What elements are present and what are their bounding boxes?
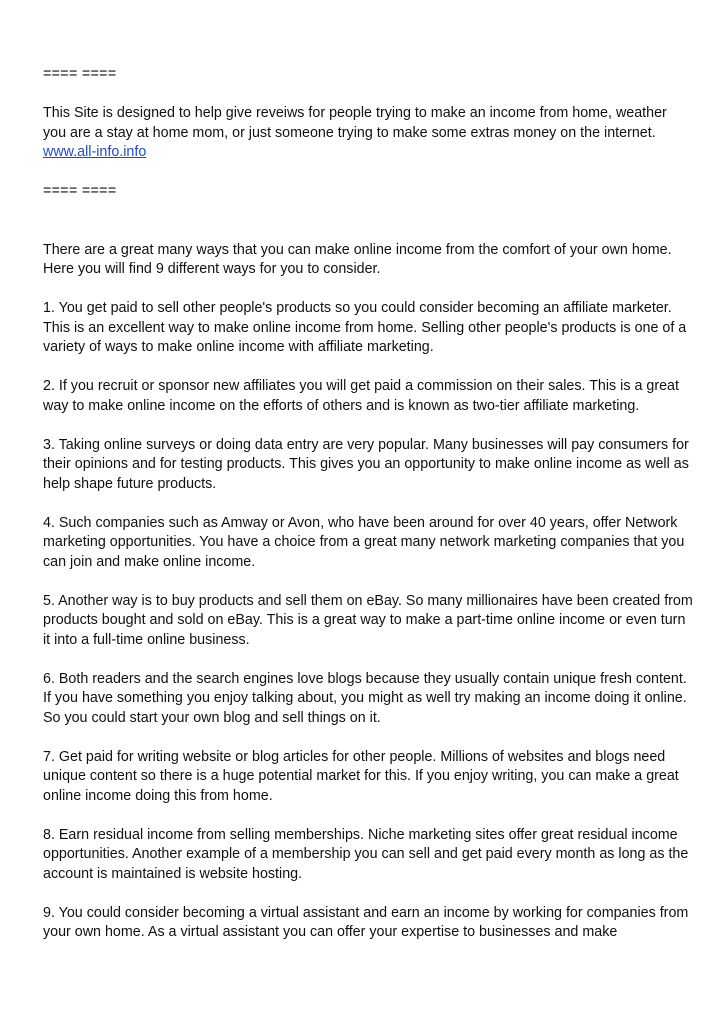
list-item: 9. You could consider becoming a virtual assistant and earn an income by working for companies from your own home. As a virtual assistant you can offer your expertise to businesses and make [43, 904, 689, 940]
list-item: 8. Earn residual income from selling memberships. Niche marketing sites offer great residual income opportunities. Another example of a membership you can sell and get paid every month as long as the account is maintained is website hosting. [43, 826, 689, 882]
list-item: 4. Such companies such as Amway or Avon, who have been around for over 40 years, offer Network marketing opportunities. You have a choice from a great many network marketing companies that you can join and make online income. [43, 514, 685, 570]
site-link[interactable]: www.all-info.info [43, 144, 147, 160]
intro-text: This Site is designed to help give reveiws for people trying to make an income from home, weather you are a stay at home mom, or just someone trying to make some extras money on the internet. [43, 105, 667, 141]
article-lead: There are a great many ways that you can make online income from the comfort of your own home. Here you will find 9 different ways for you to consider. [43, 241, 672, 277]
list-item: 3. Taking online surveys or doing data entry are very popular. Many businesses will pay consumers for their opinions and for testing products. This gives you an opportunity to make online income as well as help shape future products. [43, 436, 689, 492]
list-item: 7. Get paid for writing website or blog articles for other people. Millions of websites and blogs need unique content so there is a huge potential market for this. If you enjoy writing, you can make a great online income doing this from home. [43, 748, 679, 804]
separator-top: ==== ==== [43, 66, 117, 82]
document-page [43, 65, 693, 943]
spacer [43, 202, 693, 241]
spacer [43, 85, 693, 105]
list-item: 5. Another way is to buy products and sell them on eBay. So many millionaires have been created from products bought and sold on eBay. This is a great way to make a part-time online income or even turn it into a full-time online business. [43, 592, 693, 648]
spacer [43, 163, 693, 183]
separator-bottom: ==== ==== [43, 183, 117, 199]
list-item: 2. If you recruit or sponsor new affiliates you will get paid a commission on their sales. This is a great way to make online income on the efforts of others and is known as two-tier affiliate marketing. [43, 378, 679, 414]
list-item: 1. You get paid to sell other people's products so you could consider becoming an affiliate marketer. This is an excellent way to make online income from home. Selling other people's products is one of a variety of ways to make online income with affiliate marketing. [43, 300, 687, 355]
list-item: 6. Both readers and the search engines love blogs because they usually contain unique fresh content. If you have something you enjoy talking about, you might as well try making an income doing it online. So you could start your own blog and sell things on it. [43, 670, 687, 726]
